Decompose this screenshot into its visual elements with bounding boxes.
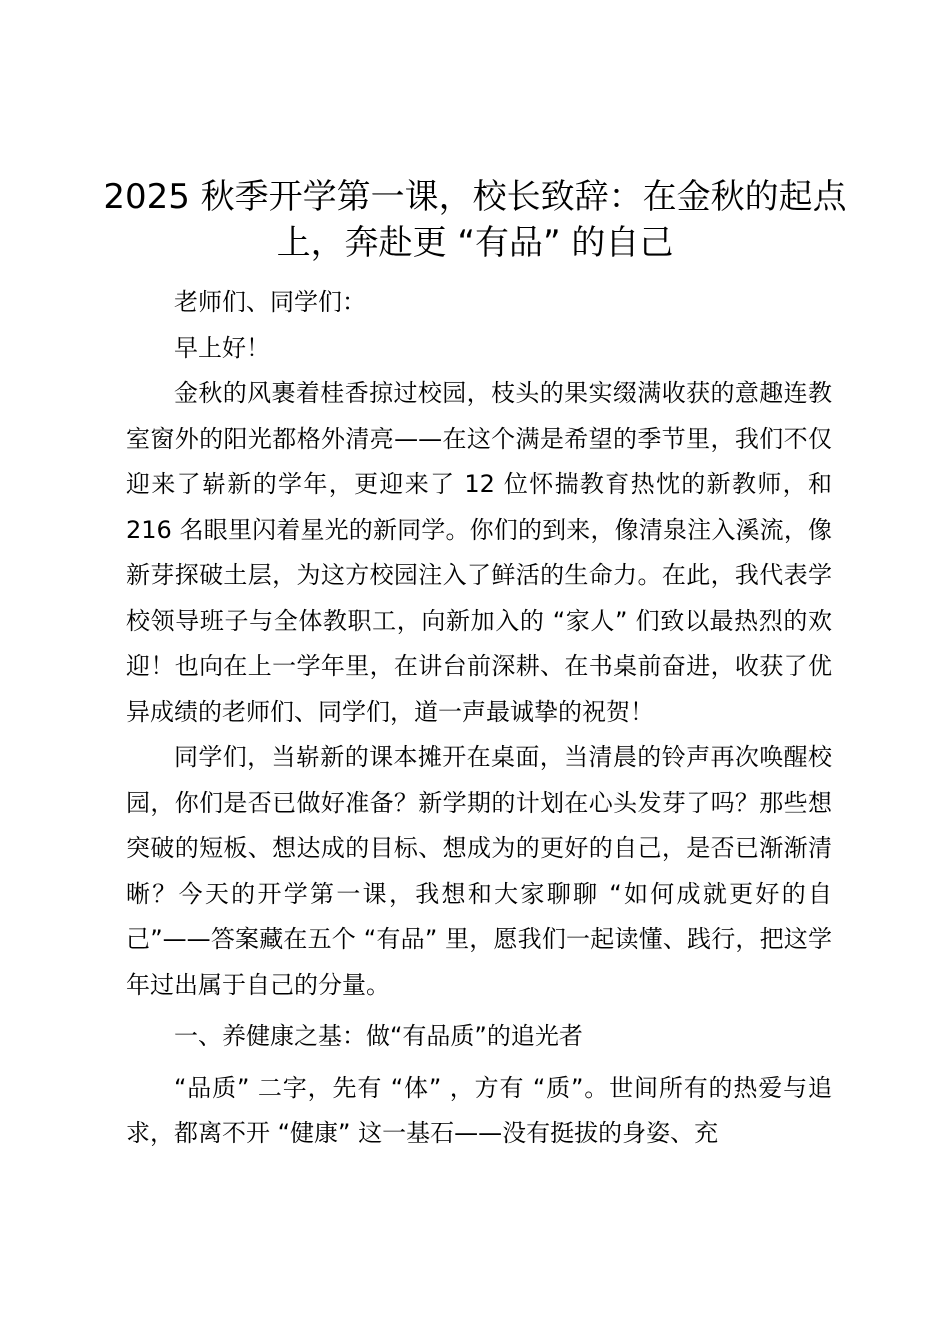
salutation: 老师们、同学们： xyxy=(174,288,366,316)
body-paragraph: 同学们，当崭新的课本摊开在桌面，当清晨的铃声再次唤醒校园，你们是否已做好准备？新学期的计划在心头发芽了吗？那些想突破的短板、想达成的目标、想成为的更好的自己，是否已渐渐清晰？今天的开学第一课，我想和大家聊聊 “如何成就更好的自己”——答案藏在五个 “有品” 里，愿我们一起读懂、践行，把这学年过出属于自己的分量。 xyxy=(126,743,832,999)
greeting: 早上好！ xyxy=(174,333,270,362)
section-heading: 一、养健康之基：做“有品质”的追光者 xyxy=(174,1022,583,1050)
document-title: 2025 秋季开学第一课，校长致辞：在金秋的起点上，奔赴更 “有品” 的自己 xyxy=(103,177,847,263)
body-paragraph: “品质” 二字，先有 “体” ，方有 “质”。世间所有的热爱与追求，都离不开 “健康” 这一基石——没有挺拔的身姿、充 xyxy=(126,1073,832,1147)
document-body xyxy=(126,280,832,1157)
body-paragraph: 金秋的风裹着桂香掠过校园，枝头的果实缀满收获的意趣连教室窗外的阳光都格外清亮——在这个满是希望的季节里，我们不仅迎来了崭新的学年，更迎来了 12 位怀揣教育热忱的新教师，和 216 名眼里闪着星光的新同学。你们的到来，像清泉注入溪流，像新芽探破土层，为这方校园注入了鲜活的生命力。在此，我代表学校领导班子与全体教职工，向新加入的 “家人” 们致以最热烈的欢迎！也向在上一学年里，在讲台前深耕、在书桌前奋进，收获了优异成绩的老师们、同学们，道一声最诚挚的祝贺！ xyxy=(126,379,832,726)
